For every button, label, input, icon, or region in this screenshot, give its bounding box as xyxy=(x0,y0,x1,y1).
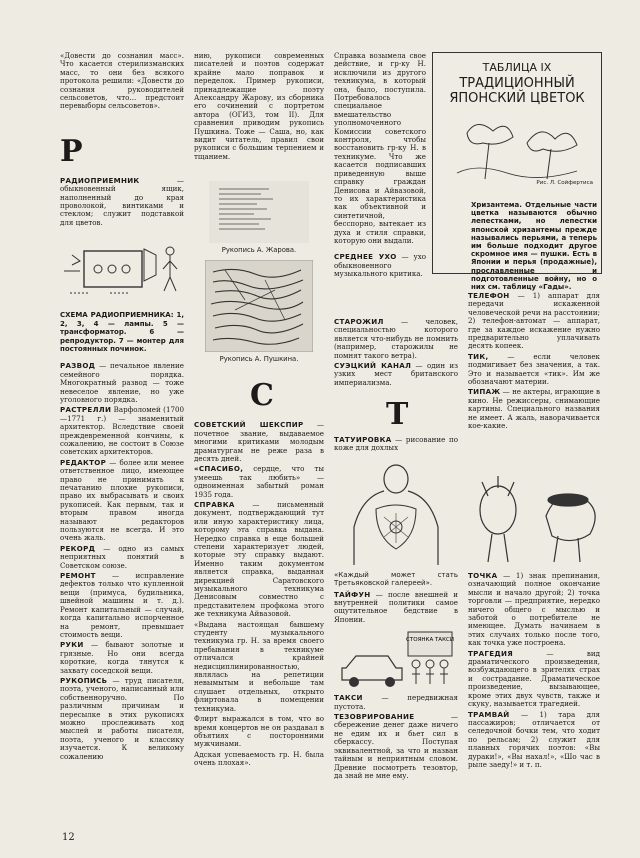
column-2 xyxy=(194,52,324,827)
entry: РУКИ — бывают золотые и грязные. Но они всегда короткие, когда тянутся к захвату соседской вещи. xyxy=(60,640,184,675)
entry: Адская успеваемость гр. Н. была очень плохая». xyxy=(194,749,324,768)
entry: РАСТРЕЛЛИ Варфоломей (1700—1771 г.) — знаменитый архитектор. Вследствие своей преждевременной кончины, к сожалению, не состоит в Союзе советских архитекторов. xyxy=(60,405,184,457)
entry: ТЕЛЕФОН — 1) аппарат для передачи искаженной человеческой речи на расстоянии; 2) телефон-автомат — аппарат, где за каждое искажение нужно предварительно уплачивать десять копеек. xyxy=(468,292,600,351)
taxi-stand-sign: СТОЯНКА ТАКСИ xyxy=(406,637,454,644)
column-1 xyxy=(60,52,184,827)
entry: «Выдана настоящая бывшему студенту музыкального техникума гр. Н. за время своего пребывания в техникуме отличался крайней недисциплинированностью, являлась на репетиции невымытым и небольше там слушает отдельных, открыто флиртовала в помещении техникума. xyxy=(194,619,324,713)
section-letter-t: Т xyxy=(386,400,409,432)
entry: РЕКОРД — одно из самых неприятных понятий в Советском союзе. xyxy=(60,543,184,570)
entry: СТАРОЖИЛ — человек, специальностью которого является что-нибудь не помнить (например, старожилы не помнят такого ветра). xyxy=(334,318,458,360)
entry-taxi: ТАКСИ — передвижная пустота. xyxy=(334,693,458,711)
manuscript-paragraph: нию, рукописи современных писателей и поэтов содержат крайне мало поправок и переделок. Пример рукописи, принадлежащие поэту Александру Жарову, из сборника его сочинений с портретом автора (ОГИЗ, том II). Для сравнения приводим рукопись Пушкина. Тоже — Саша, но, как видит читатель, правил свои рукописи с большим терпением и тщанием. xyxy=(194,52,324,161)
entry: СУЭЦКИЙ КАНАЛ — один из узких мест британского империализма. xyxy=(334,361,458,387)
table-title: ТАБЛИЦА IX xyxy=(482,61,552,74)
entry: СРЕДНЕЕ УХО — ухо обыкновенного музыкального критика. xyxy=(334,252,426,279)
intro-paragraph: «Довести до сознания масс». Что касается стерилизманских масс, то они без всякого протокола решили: «Довести до сознания руководителей сельсоветов, что... предстоит перевыборы сельсоветов». xyxy=(60,52,184,111)
taxi-illustration xyxy=(336,628,456,690)
entry-tez: ТЕЗОВРИРОВАНИЕ — сбережение денег даже ничего не едим их и бьет сил в сберкассу. Поступая эквивалентной, за что и назван тайным и неприятным словом. Древние посмотреть тезовтор, да знай не мне ему. xyxy=(334,712,458,780)
page-number: 12 xyxy=(62,832,75,843)
tattoo-caption: «Каждый может стать Третьяковской галереей». xyxy=(334,570,458,588)
chrysanthemum-illustration xyxy=(437,113,597,183)
entry: СПРАВКА — письменный документ, подтверждающий тут или иную характеристику лица, которому эта справка выдана. Нередко справка в еще большей степени характеризует людей, которые эту справку выдают. Именно таким документом является справка, выданная дирекцией Саратовского музыкального техникума Денисовым совместно с представителем профкома этого же техникума Айвазовой. xyxy=(194,499,324,619)
entry: Флирт выражался в том, что во время концертов не он раздавал в объятиях с посторонними мужчинами. xyxy=(194,714,324,749)
column-3-t-section xyxy=(334,400,458,828)
entry: СОВЕТСКИЙ ШЕКСПИР — почетное звание, выдаваемое многими критиками молодым драматургам не реже раза в десять дней. xyxy=(194,420,324,463)
typage-illustration xyxy=(462,476,608,568)
column-3 xyxy=(334,52,426,352)
entry: ТРАГЕДИЯ — вид драматического произведения, возбуждающего в зрителях страх и сострадание. Драматическое произведение, вызывающее, кроме этих двух чувств, также и скуку, называется трагедией. xyxy=(468,648,600,709)
section-letter-r: Р xyxy=(60,133,83,169)
column-4 xyxy=(468,292,600,472)
entry-radio: РАДИОПРИЕМНИК — обыкновенный ящик, наполненный до края проволокой, винтиками и стеклом; служит подставкой для цветов. xyxy=(60,175,184,227)
entry: «СПАСИБО, сердце, что ты умеешь так любить» — одноименная забытый роман 1935 года. xyxy=(194,464,324,499)
entry-typhoon: ТАЙФУН — после внешней и внутренней политики самое ощутительное бедствие в Японии. xyxy=(334,589,458,624)
illustration-credit: Рис. Л. Сойфертиса xyxy=(536,180,593,186)
zharov-manuscript-image xyxy=(209,181,309,243)
entry: РЕМОНТ — исправление дефектов только что купленной вещи (примуса, будильника, швейной машины и т. д.). Ремонт капитальный — случай, когда капитально испорченное на ремонт, превышает стоимость вещи. xyxy=(60,571,184,639)
entry: ТРАМВАЙ — 1) тара для пассажиров; отличается от селедочной бочки тем, что ходит по рельсам; 2) служит для плавных горячих поэтов: «Вы дураки!», «Вы нахал!», «Шо час в рыле заеду!» и т. п. xyxy=(468,709,600,769)
entry: РАЗВОД — печальное явление семейного порядка. Многократный развод — тоже невеселое явление, но уже уголовного порядка. xyxy=(60,361,184,404)
entry: ТИК, — если человек подмигивает без значения, а так. Это и называется «тик». Им же обозначают материи. xyxy=(468,351,600,387)
entry: РЕДАКТОР — более или менее ответственное лицо, имеющее право не принимать к печатанию плохие рукописи, право их выбрасывать и своих рукописей. Как первым, так и вторым правом иногда называют редакторов пользуются не всегда. И это очень жаль. xyxy=(60,457,184,543)
section-letter-s: С xyxy=(250,378,274,414)
zharov-caption: Рукопись А. Жарова. xyxy=(221,246,297,255)
table-ix-box xyxy=(432,52,602,292)
entry: ТОЧКА — 1) знак препинания, означающий полное окончание мысли и начало другой; 2) точка торговли — предприятие, нередко ничего общего с мыслью и заботой о потребителе не имеющее. Думать начинаем в этих случаях только после того, как точка уже построена. xyxy=(468,572,600,648)
tattoo-illustration xyxy=(346,457,446,567)
spravka-continuation: Справка возымела свое действие, и гр-ку Н. исключили из другого техникума, в который она, было, поступила. Потребовалось специальное вмешательство уполномоченного Комиссии советского контроля, чтобы восстановить гр-ку Н. в техникуме. Что же касается подписавших приведенную выше справку граждан Денисова и Айвазовой, то их характеристика как объективной и синтетичной, бесспорно, вытекает из духа и стиля справки, которую они выдали. xyxy=(334,52,426,245)
entry: ТИПАЖ — не актеры, играющие в кино. Не режиссеры, снимающие картины. Специального названия не имеет. А жаль, наворачивается кое-какие. xyxy=(468,387,600,431)
entry-tattoo: ТАТУИРОВКА — рисование по коже для дохлых xyxy=(334,435,458,453)
pushkin-manuscript-image xyxy=(205,260,313,352)
entry: РУКОПИСЬ — труд писателя, поэта, ученого, написанный или собственноручно. По различным причинам и пересылке в этих рукописях можно прослеживать ход мыслей и работы писателя, поэта, ученого и классику изучается. К великому сожалению xyxy=(60,675,184,761)
pushkin-caption: Рукопись А. Пушкина. xyxy=(219,355,299,364)
radio-scheme-illustration xyxy=(60,231,184,307)
table-subtitle: ТРАДИЦИОННЫЙ ЯПОНСКИЙ ЦВЕТОК xyxy=(449,76,585,106)
table-text: Хризантема. Отдельные части цветка называются обычно лепестками, но лепестки японской хризантемы прежде назывались перьями, а теперь им больше подходит другое скромное имя — пушки. Есть в Японии и перья (продажные), прославленные и подготовленные войну, но о них см. таблицу «Гады». xyxy=(471,201,597,292)
radio-scheme-caption: СХЕМА РАДИОПРИЕМНИКА: 1, 2, 3, 4 — лампы. 5 — трансформатор. 6 — репродуктор. 7 — монтер для постоянных починок. xyxy=(60,311,184,353)
column-4-lower xyxy=(468,572,600,828)
column-3-wide xyxy=(334,318,458,408)
